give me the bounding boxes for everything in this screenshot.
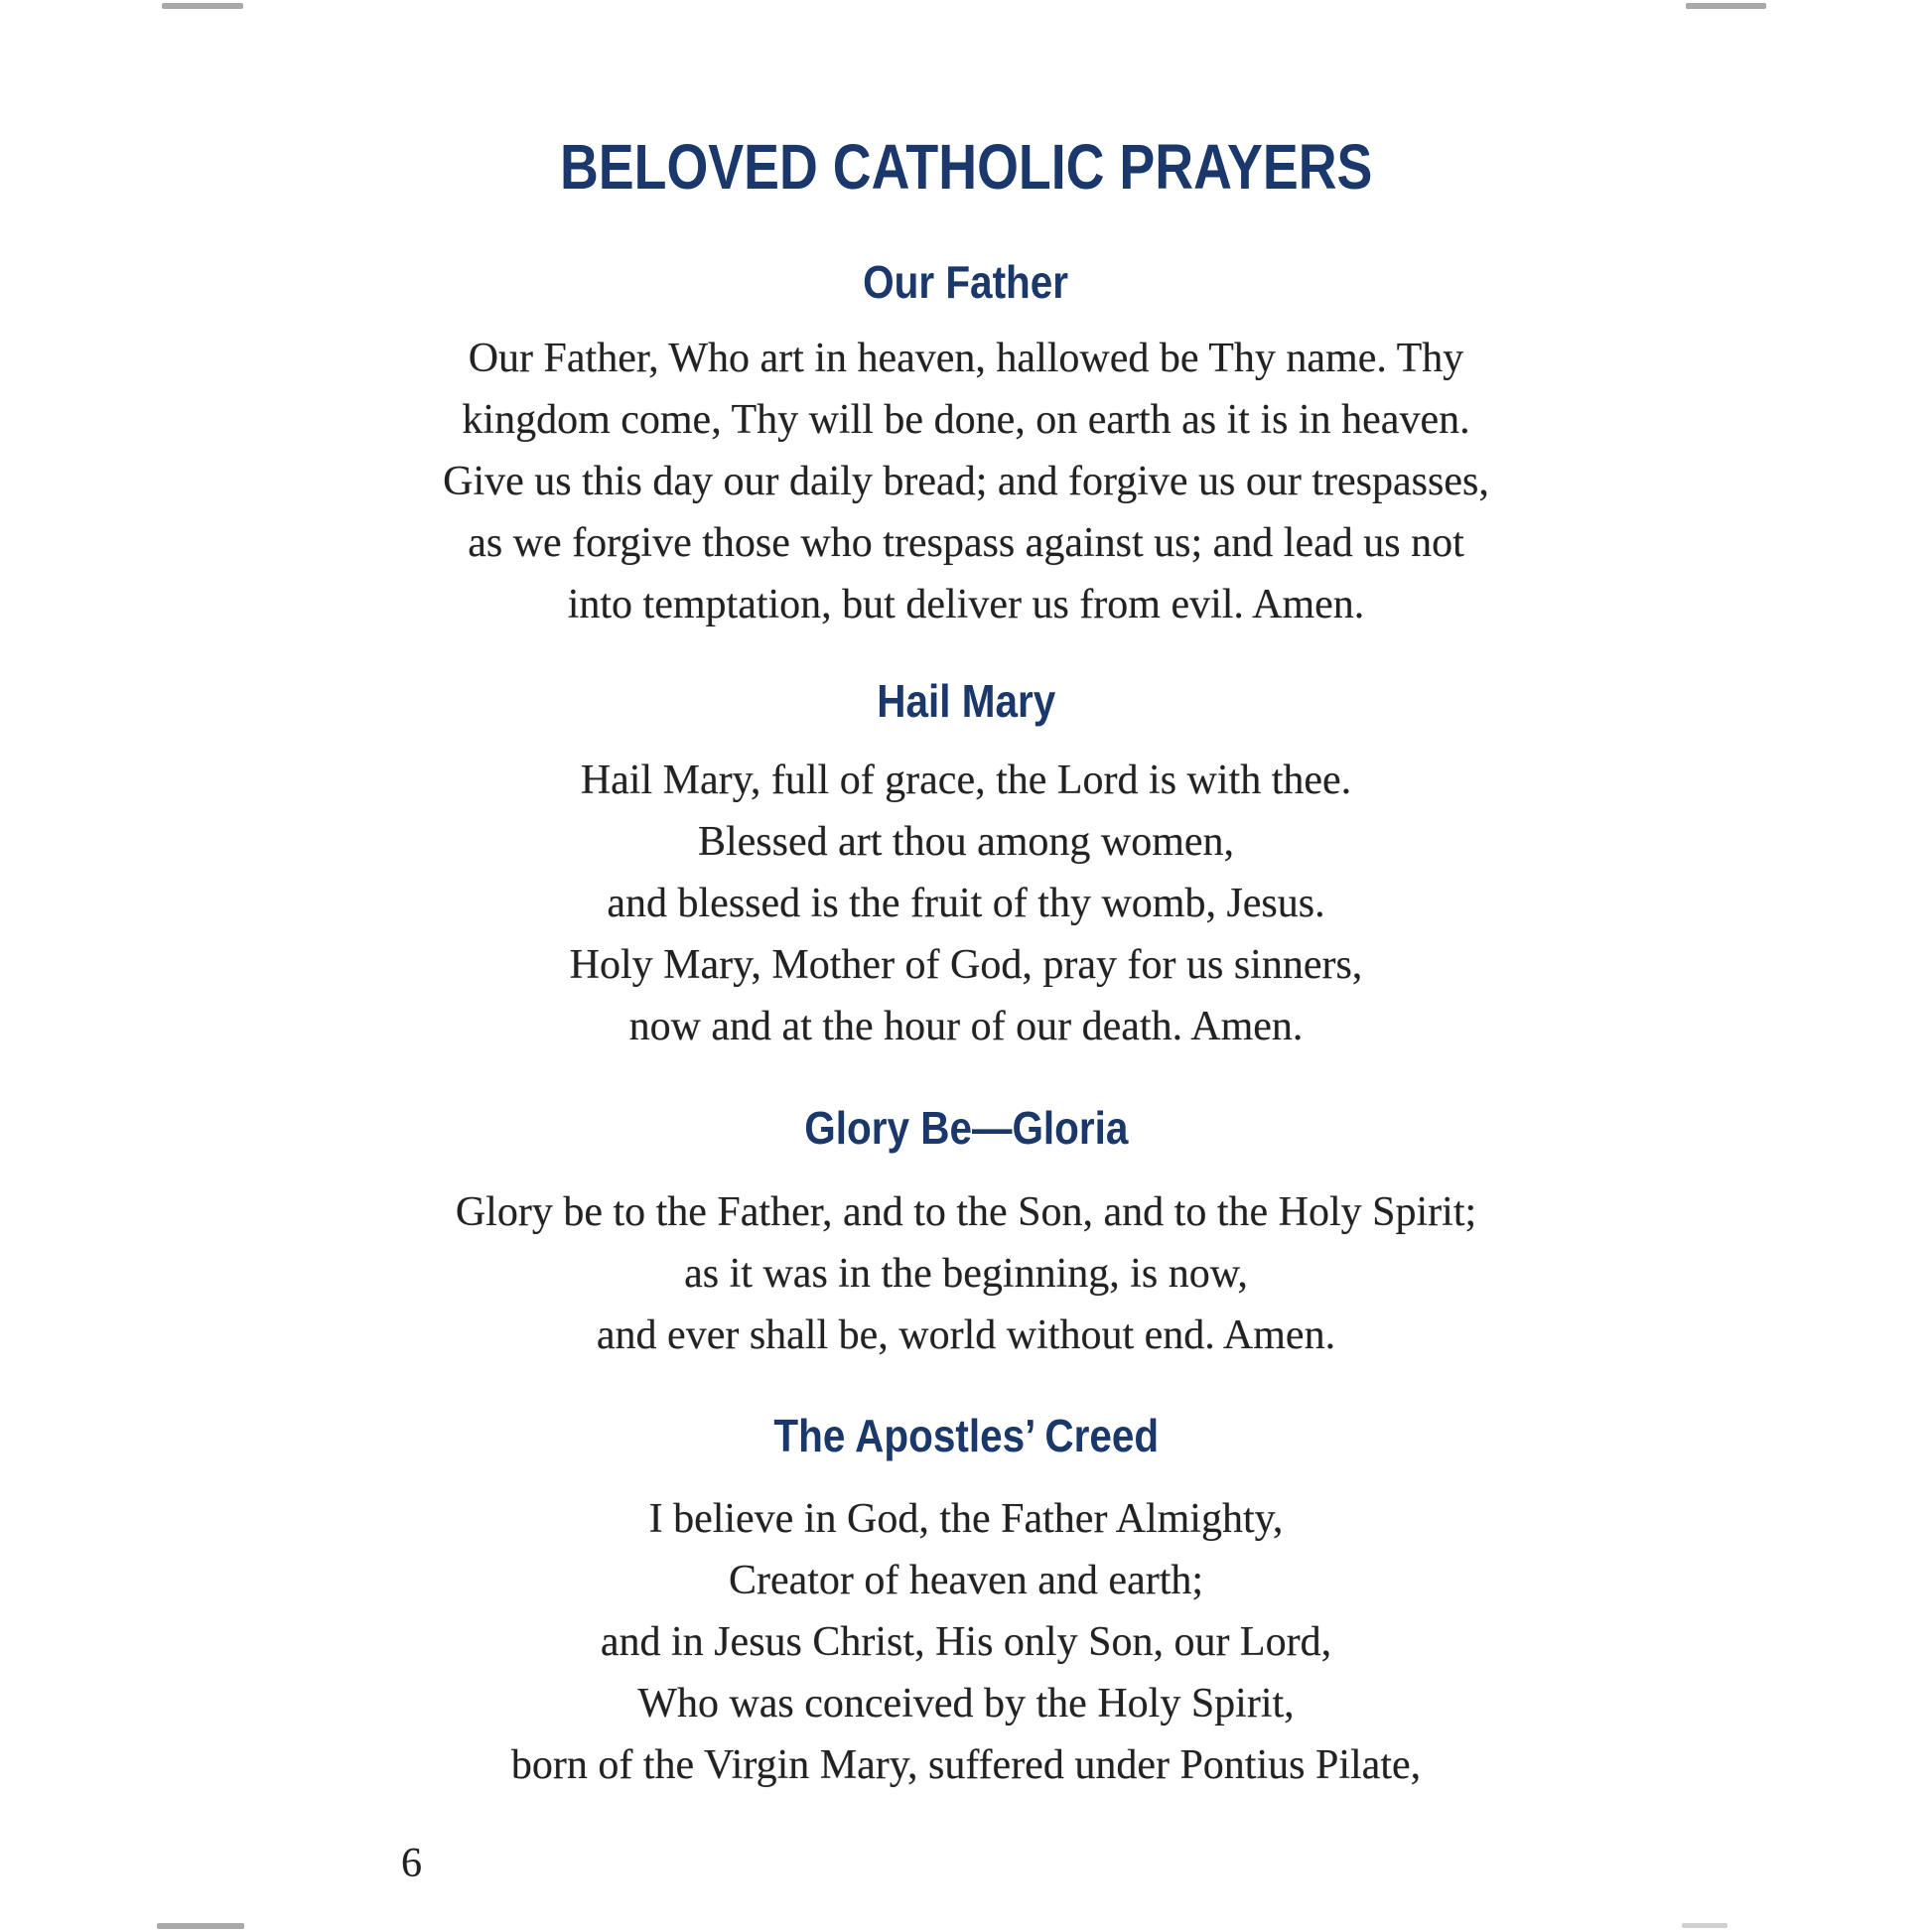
prayer-text-hail-mary (238, 750, 1694, 1057)
prayer-line: and in Jesus Christ, His only Son, our Lord, (600, 1619, 1332, 1665)
prayer-text-our-father (238, 328, 1694, 635)
prayer-line: and ever shall be, world without end. Amen. (596, 1312, 1336, 1358)
page-title (238, 132, 1694, 202)
prayer-line: I believe in God, the Father Almighty, (648, 1496, 1284, 1542)
page-number: 6 (401, 1841, 422, 1886)
prayer-heading-apostles-creed (238, 1409, 1694, 1463)
prayer-line: Who was conceived by the Holy Spirit, (637, 1681, 1295, 1726)
prayer-heading-our-father-text: Our Father (863, 256, 1069, 308)
prayer-line: born of the Virgin Mary, suffered under Pontius Pilate, (510, 1742, 1422, 1788)
prayer-line: and blessed is the fruit of thy womb, Jesus. (607, 881, 1325, 926)
prayer-line: Glory be to the Father, and to the Son, and to the Holy Spirit; (455, 1189, 1477, 1235)
prayer-heading-our-father (238, 255, 1694, 310)
prayer-line: as it was in the beginning, is now, (684, 1251, 1248, 1297)
prayer-line: Creator of heaven and earth; (728, 1558, 1204, 1603)
prayer-line: Give us this day our daily bread; and forgive us our trespasses, (443, 459, 1489, 504)
prayer-heading-glory-be (238, 1101, 1694, 1156)
prayer-text-glory-be (238, 1181, 1694, 1366)
page-edge-mark-bottom-left (157, 1923, 244, 1929)
prayer-heading-hail-mary (238, 674, 1694, 729)
prayer-line: Blessed art thou among women, (697, 819, 1235, 865)
prayer-line: now and at the hour of our death. Amen. (628, 1004, 1304, 1049)
prayer-line: as we forgive those who trespass against us; and lead us not (468, 520, 1464, 566)
page-content (238, 0, 1694, 1932)
prayer-text-apostles-creed (238, 1488, 1694, 1796)
prayer-line: into temptation, but deliver us from evil. Amen. (567, 582, 1365, 627)
prayer-line: Our Father, Who art in heaven, hallowed be Thy name. Thy (468, 336, 1464, 381)
prayer-line: Holy Mary, Mother of God, pray for us sinners, (569, 942, 1363, 988)
prayer-heading-glory-be-text: Glory Be—Gloria (803, 1102, 1129, 1154)
prayer-line: kingdom come, Thy will be done, on earth as it is in heaven. (462, 397, 1470, 443)
page-edge-mark-top-right (1686, 3, 1766, 9)
prayer-heading-apostles-creed-text: The Apostles’ Creed (773, 1410, 1159, 1461)
prayer-line: Hail Mary, full of grace, the Lord is with thee. (580, 758, 1352, 803)
page-title-text: BELOVED CATHOLIC PRAYERS (559, 131, 1373, 203)
page-edge-mark-top-left (162, 3, 243, 9)
prayer-heading-hail-mary-text: Hail Mary (877, 675, 1055, 727)
